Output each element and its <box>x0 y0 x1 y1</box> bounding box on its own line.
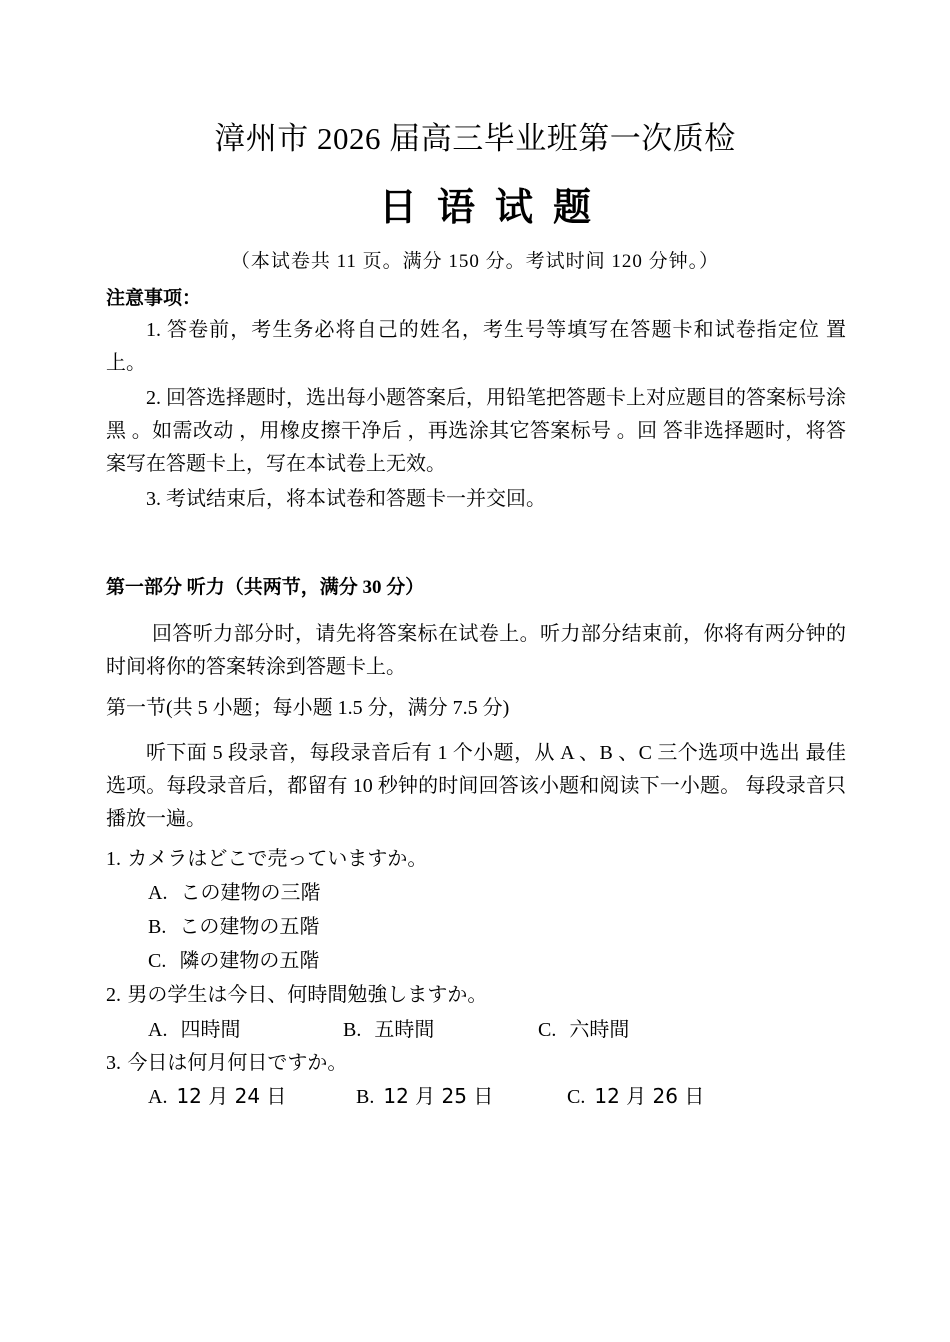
part1-heading: 第一部分 听力（共两节，满分 30 分） <box>106 577 425 598</box>
option-label: C. <box>538 1019 557 1041</box>
subject-title: 日语试题 <box>378 185 611 229</box>
option-label: B. <box>148 916 167 938</box>
q3-option-a[interactable] <box>148 1080 286 1109</box>
option-text: 隣の建物の五階 <box>179 948 320 972</box>
question-number: 1. <box>106 848 121 870</box>
option-text: 四時間 <box>180 1017 241 1041</box>
option-label: A. <box>148 1019 168 1041</box>
exam-meta: （本试卷共 11 页。满分 150 分。考试时间 120 分钟。） <box>230 251 720 272</box>
question-text: 今日は何月何日ですか。 <box>127 1050 348 1074</box>
notice-item-1: 1. 答卷前，考生务必将自己的姓名，考生号等填写在答题卡和试卷指定位 置上。 <box>106 319 846 374</box>
option-text: この建物の五階 <box>179 914 320 938</box>
q1-option-c[interactable] <box>148 944 319 973</box>
option-label: C. <box>567 1086 586 1108</box>
notice-item-3: 3. 考试结束后，将本试卷和答题卡一并交回。 <box>146 488 546 510</box>
question-number: 2. <box>106 984 121 1006</box>
option-text: 12 月 26 日 <box>594 1084 705 1108</box>
option-label: C. <box>148 950 167 972</box>
option-label: A. <box>148 882 168 904</box>
q3-option-b[interactable] <box>356 1080 493 1109</box>
q2-option-c[interactable] <box>538 1013 629 1042</box>
option-text: この建物の三階 <box>180 880 321 904</box>
notice-heading: 注意事项： <box>106 288 202 309</box>
question-2 <box>106 978 487 1007</box>
question-1 <box>106 842 427 871</box>
q2-option-a[interactable] <box>148 1013 240 1042</box>
q1-option-a[interactable] <box>148 876 320 905</box>
option-label: A. <box>148 1086 168 1108</box>
option-text: 12 月 25 日 <box>383 1084 494 1108</box>
option-text: 六時間 <box>569 1017 630 1041</box>
question-3 <box>106 1046 347 1075</box>
option-label: B. <box>356 1086 375 1108</box>
q3-option-c[interactable] <box>567 1080 704 1109</box>
question-text: 男の学生は今日、何時間勉強しますか。 <box>127 982 488 1006</box>
notice-item-2: 2. 回答选择题时，选出每小题答案后，用铅笔把答题卡上对应题目的答案标号涂黑 。如需改动 ，用橡皮擦干净后 ，再选涂其它答案标号 。回 答非选择题时，将答案写在答题卡上，写在本试卷上无效。 <box>106 387 846 475</box>
exam-title: 漳州市 2026 届高三毕业班第一次质检 <box>214 121 736 156</box>
section1-intro: 听下面 5 段录音，每段录音后有 1 个小题，从 A 、B 、C 三个选项中选出 最佳选项。每段录音后，都留有 10 秒钟的时间回答该小题和阅读下一小题。 每段录音只播放一遍。 <box>106 742 846 830</box>
option-text: 五時間 <box>374 1017 435 1041</box>
q2-option-b[interactable] <box>343 1013 434 1042</box>
question-text: カメラはどこで売っていますか。 <box>127 846 428 870</box>
option-text: 12 月 24 日 <box>176 1084 287 1108</box>
option-label: B. <box>343 1019 362 1041</box>
q1-option-b[interactable] <box>148 910 319 939</box>
section1-heading: 第一节(共 5 小题；每小题 1.5 分，满分 7.5 分) <box>106 697 510 719</box>
question-number: 3. <box>106 1052 121 1074</box>
part1-intro: 回答听力部分时，请先将答案标在试卷上。听力部分结束前，你将有两分钟的时间将你的答案转涂到答题卡上。 <box>106 623 846 678</box>
